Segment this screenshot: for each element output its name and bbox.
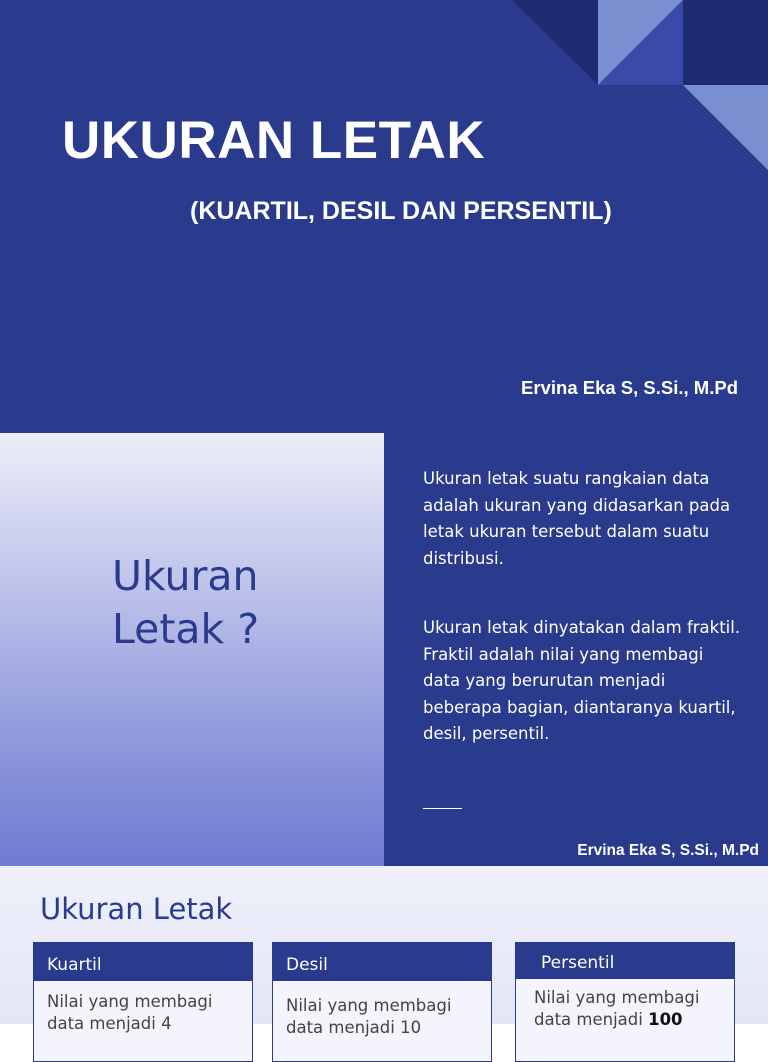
definition-paragraph: Ukuran letak suatu rangkaian data adalah ukuran yang didasarkan pada letak ukuran tersebut dalam suatu distribusi.	[423, 469, 731, 568]
card-body	[273, 981, 491, 1039]
card-body-line: data menjadi 4	[47, 1014, 172, 1033]
light-lower-triangle-shape	[683, 85, 768, 170]
author-name: Ervina Eka S, S.Si., M.Pd	[521, 377, 738, 398]
card-heading: Desil	[273, 943, 491, 981]
definition-slide	[0, 433, 768, 866]
slide-subtitle: (KUARTIL, DESIL DAN PERSENTIL)	[190, 197, 612, 225]
slide-title: UKURAN LETAK	[62, 111, 486, 170]
card-body-line: Nilai yang membagi	[47, 992, 213, 1011]
dark-square-shape	[683, 0, 768, 85]
card-body-text: data menjadi	[534, 1010, 649, 1029]
question-heading: Ukuran Letak ?	[112, 552, 260, 653]
card-body	[516, 979, 734, 1031]
author-name: Ervina Eka S, S.Si., M.Pd	[577, 842, 759, 859]
fraktil-paragraph: Ukuran letak dinyatakan dalam fraktil. Fraktil adalah nilai yang membagi data yang berurutan menjadi beberapa bagian, diantaranya kuartil, desil, persentil.	[423, 618, 741, 743]
card-body-line: Nilai yang membagi	[286, 996, 452, 1015]
divider-line	[423, 808, 462, 809]
card-body-number: 100	[648, 1010, 683, 1029]
card-heading: Kuartil	[34, 943, 252, 981]
card-body-line	[534, 1009, 722, 1031]
card-body-line: data menjadi 10	[286, 1018, 422, 1037]
card-persentil	[515, 942, 735, 1062]
dark-triangle-shape	[512, 0, 598, 85]
card-heading: Persentil	[516, 943, 734, 979]
types-slide	[0, 866, 768, 1037]
card-kuartil	[33, 942, 253, 1062]
question-panel	[0, 433, 384, 866]
card-body-line: Nilai yang membagi	[534, 988, 700, 1007]
title-slide	[0, 0, 768, 433]
card-body	[34, 981, 252, 1035]
slide-title: Ukuran Letak	[40, 892, 233, 926]
card-desil	[272, 942, 492, 1062]
